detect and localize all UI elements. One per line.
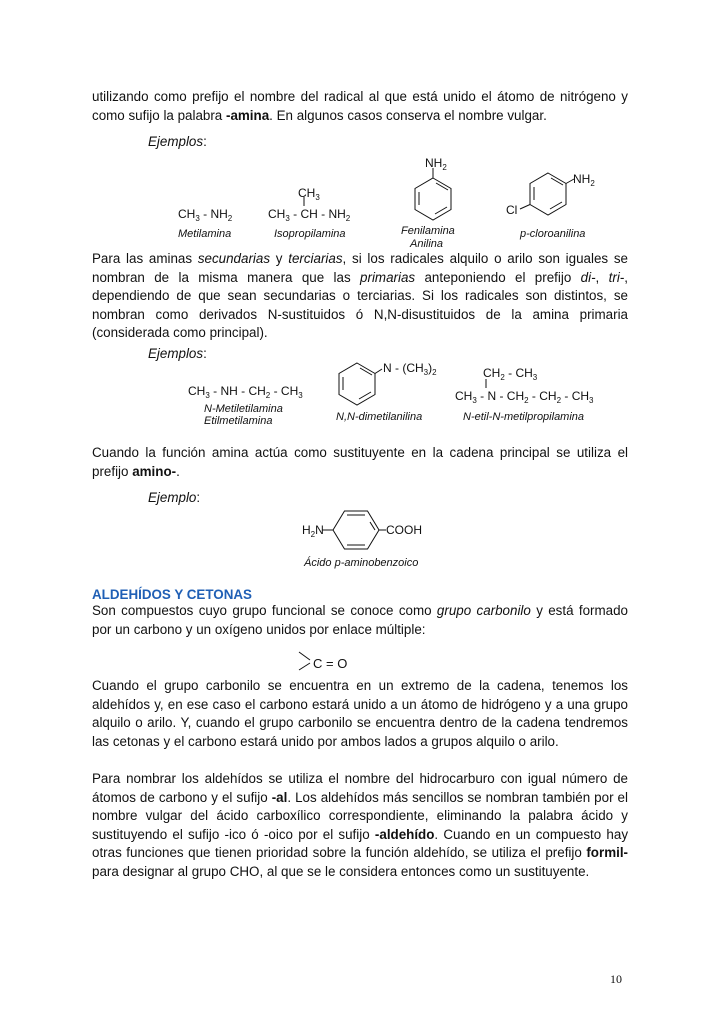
benzene-ring-chloroaniline [530,173,566,215]
example-label-3: Ejemplo: [148,490,201,505]
formula-metilamina: $CH_3 - NH_2$ [178,207,233,223]
name-anilina: Anilina [410,238,444,250]
formula-cl: Cl [506,203,518,217]
examples-label-2: Ejemplos: [148,346,207,361]
formula-nh2-aniline: $NH_2$ [425,156,447,172]
text-run: utilizando como prefijo el nombre del radical al que está unido el átomo de nitrógeno y como sufijo la palabra [92,89,628,123]
bond-line [375,369,382,374]
formula-isopropilamina: $CH_3$ - CH - $NH_2$ [268,207,351,223]
paragraph-amino-prefix: Cuando la función amina actúa como sustituyente en la cadena principal se utiliza el prefijo amino-. [92,445,628,479]
name-nn-dimetilanilina: N,N-dimetilanilina [336,411,423,423]
paragraph-aldehyde-naming: Para nombrar los aldehídos se utiliza el nombre del hidrocarburo con igual número de átomos de carbono y el sufijo -al. Los aldehídos más sencillos se nombran también por el nombre vulgar del ácido carboxílico correspondiente, eliminando la palabra ácido y sustituyendo el sufijo -ico ó -oico por el sufijo -aldehído. Cuando en un compuesto hay otras funciones que tienen prioridad sobre la función aldehído, se utiliza el prefijo formil- para designar al grupo CHO, al que se le considera entonces como un sustituyente. [92,771,629,879]
bond-line [436,183,448,190]
formula-n-dimethyl: N - $(CH_3)_2$ [383,361,437,377]
name-n-metiletilamina: N-Metiletilamina [204,403,283,415]
bond-line [360,368,372,375]
paragraph-carbonyl-position: Cuando el grupo carbonilo se encuentra en un extremo de la cadena, tenemos los aldehídos y, en ese caso el carbono estará unido a un átomo de hidrógeno y a una grupo alquilo o arilo. Y, cuando el grupo carbonilo se encuentra dentro de la cadena tendremos las cetonas y el carbono estará unido por ambos lados a grupos alquilo o arilo. [92,678,628,749]
paragraph-secondary-tertiary: Para las aminas secundarias y terciarias, si los radicales alquilo o arilo son iguales se nombran de la misma manera que las primarias anteponiendo el prefijo di-, tri-, dependiendo de que sean secundarias o terciarias. Si los radicales son distintos, se nombran como derivados N-sustituidos ó N,N-disustituidos de la amina primaria (considerada como principal). [92,251,628,340]
section-heading-aldehidos-cetonas: ALDEHÍDOS Y CETONAS [92,587,252,602]
bond-line [520,205,530,210]
formula-h2n: $H_2N$ [302,523,324,539]
page-number: 10 [610,972,622,986]
name-acido-p-aminobenzoico: Ácido p-aminobenzoico [304,557,419,569]
bold-term: -amina [225,107,270,123]
formula-methyl-branch: $CH_3$ [298,186,320,202]
name-metilamina: Metilamina [178,228,232,240]
formula-carbonyl: C = O [313,656,348,671]
bond-line [299,652,310,660]
name-isopropilamina: Isopropilamina [274,228,346,240]
benzene-ring-dimethylaniline [339,363,375,405]
name-etilmetilamina: Etilmetilamina [204,415,273,427]
bond-line [566,179,574,184]
name-p-cloroanilina: p-cloroanilina [520,228,586,240]
bond-line [370,522,375,530]
name-fenilamina: Fenilamina [401,225,455,237]
formula-cooh: COOH [386,523,422,537]
formula-etilmetilpropilamina: $CH_3$ - N - $CH_2 - CH_2 - CH_3$ [455,389,594,405]
formula-metiletilamina: $CH_3$ - NH - $CH_2 - CH_3$ [188,384,303,400]
text-run: . En algunos casos conserva el nombre vulgar. [269,107,547,123]
benzene-ring-aminobenzoic [333,511,379,549]
bond-line [299,663,310,670]
paragraph-carbonyl-definition: Son compuestos cuyo grupo funcional se conoce como grupo carbonilo y está formado por un carbono y un oxígeno unidos por enlace múltiple: [92,603,628,637]
formula-ethyl-branch: $CH_2 - CH_3$ [483,366,538,382]
name-n-etil-n-metilpropilamina: N-etil-N-metilpropilamina [463,411,585,423]
bond-line [551,178,563,185]
formula-nh2-chloroaniline: $NH_2$ [573,172,595,188]
examples-label-1: Ejemplos: [148,134,207,149]
benzene-ring-aniline [415,178,451,220]
